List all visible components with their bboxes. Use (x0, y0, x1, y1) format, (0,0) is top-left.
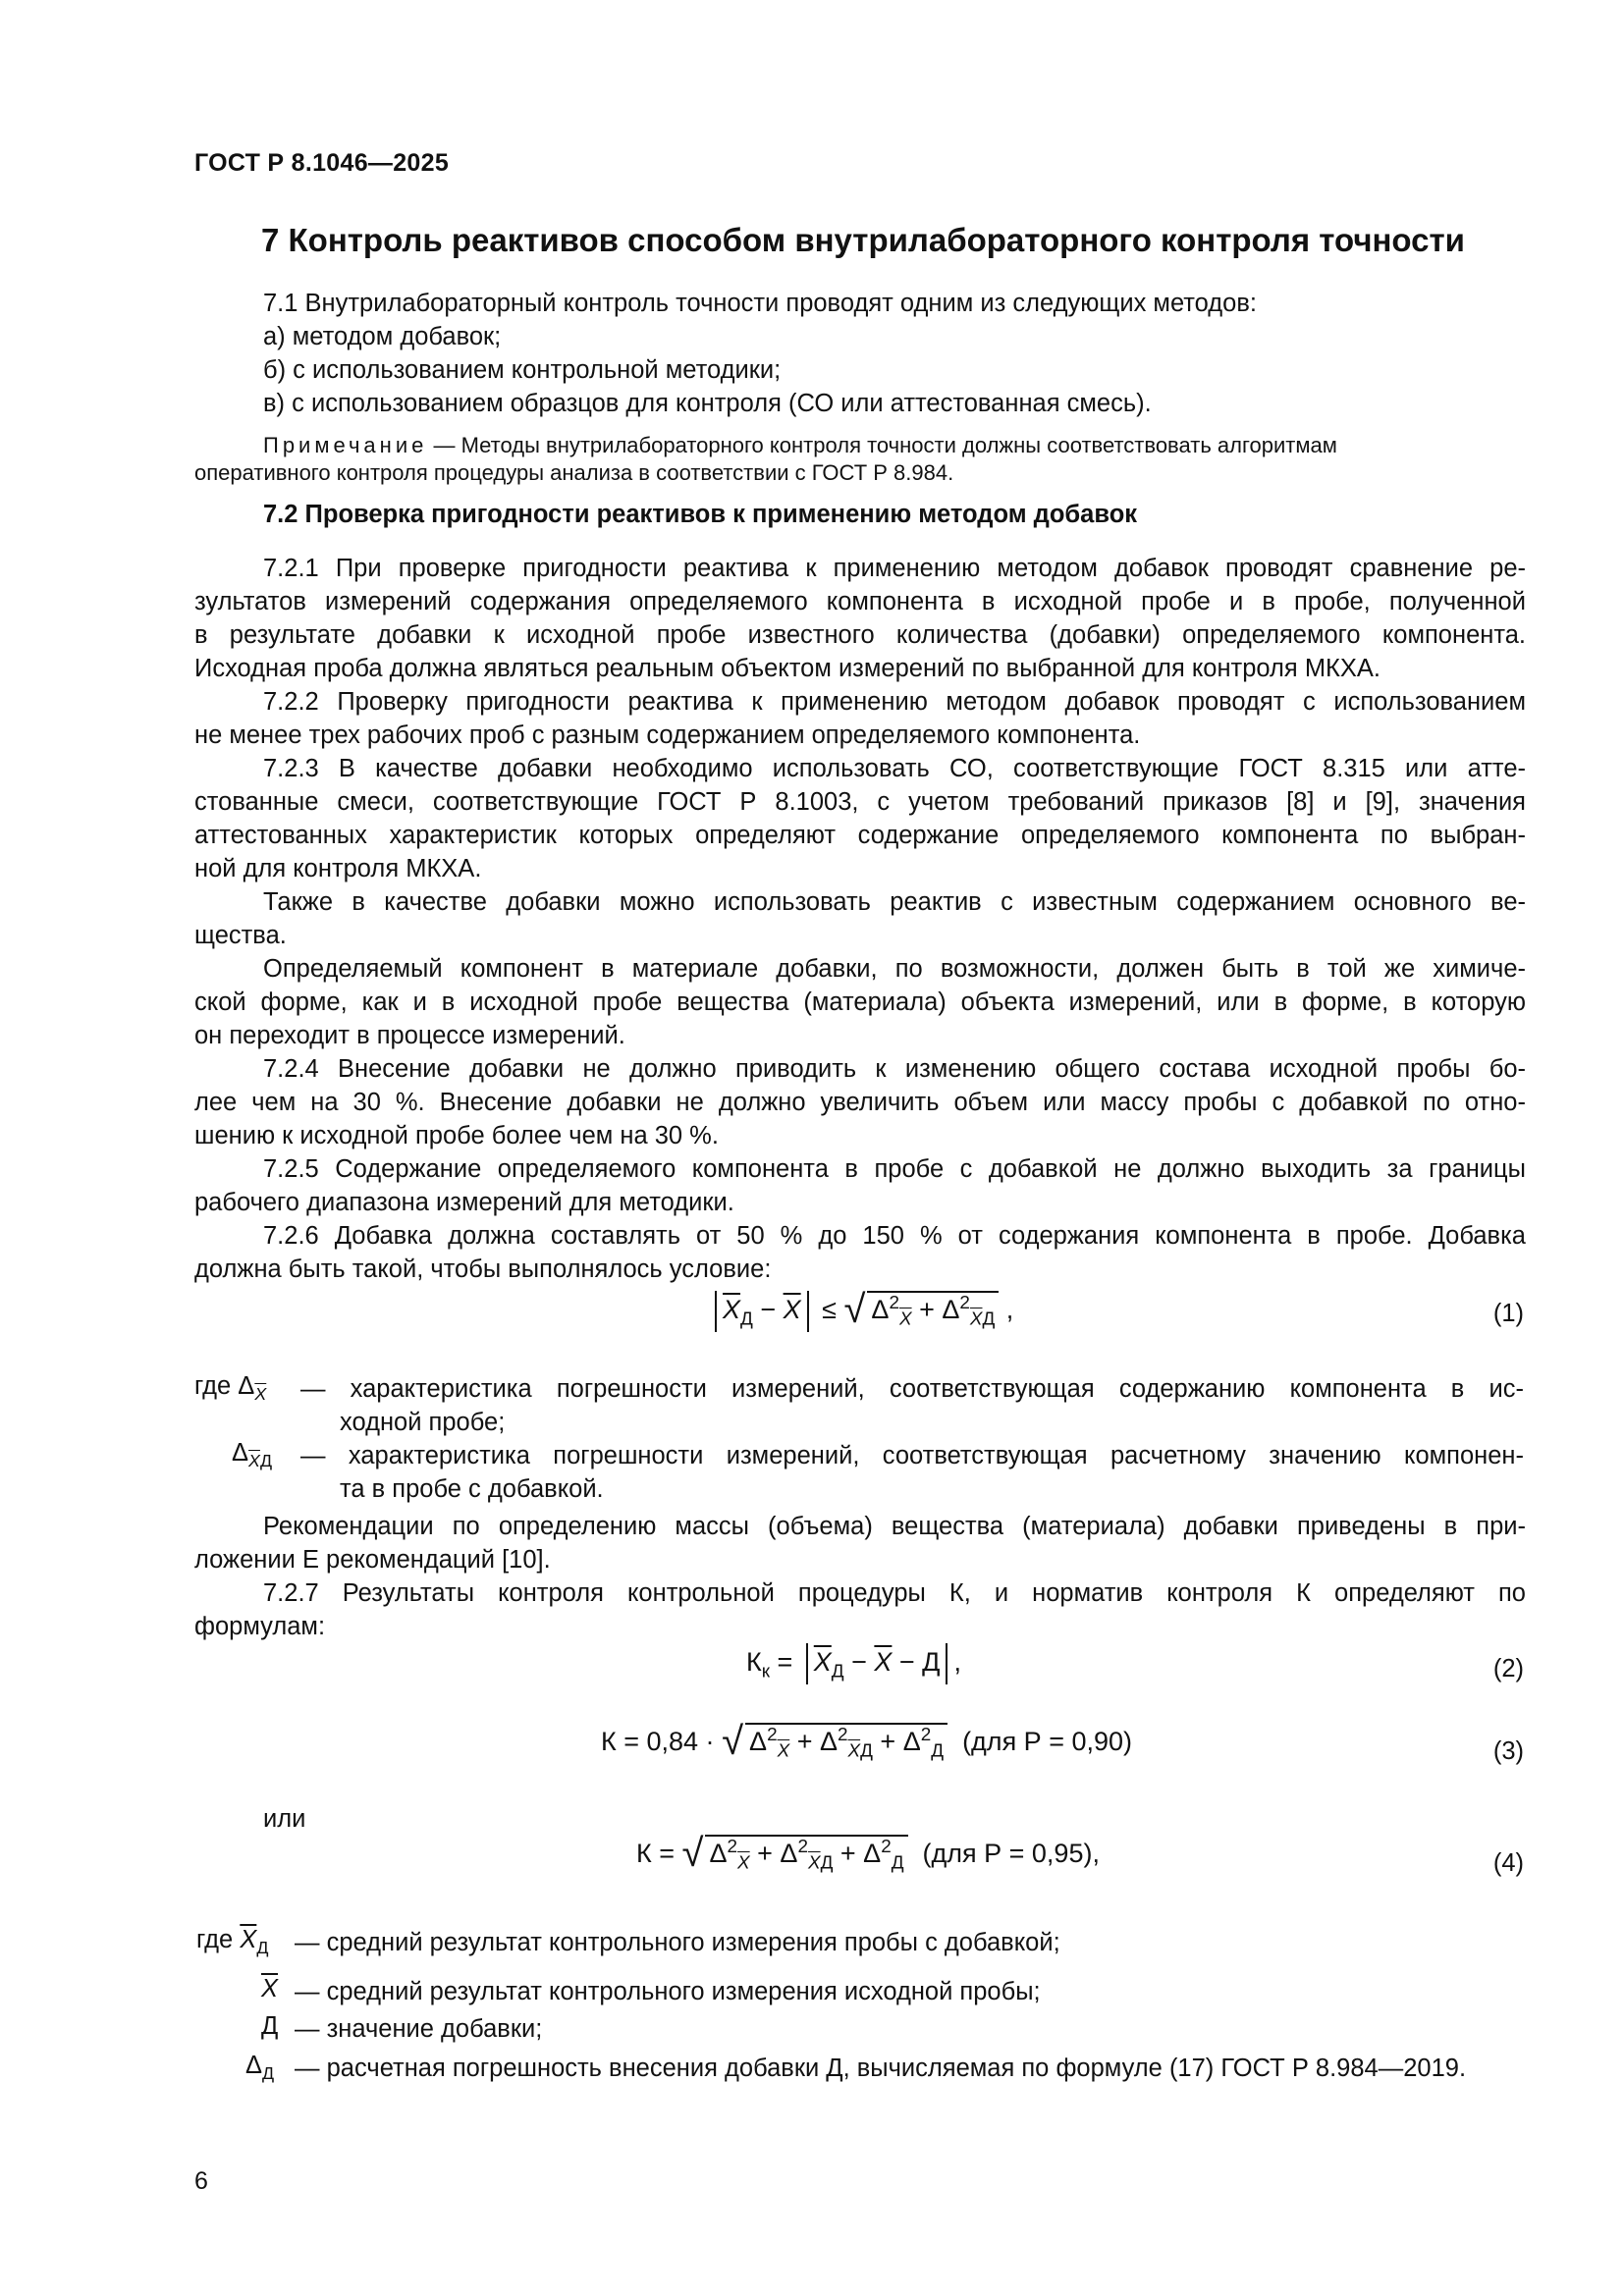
symbol-delta-xd: $\Delta_{\overline{X}Д}$ (232, 1439, 273, 1471)
definition-xd: — средний результат контрольного измерения пробы с добавкой; (295, 1929, 1060, 1956)
formula-3-number: (3) (1492, 1737, 1524, 1765)
where-label: где $\Delta_{\overline{X}}$ (194, 1372, 267, 1405)
text-line: Рекомендации по определению массы (объема) вещества (материала) добавки приведены в при- (263, 1513, 1526, 1540)
definition-x: — средний результат контрольного измерения исходной пробы; (295, 1978, 1041, 2005)
text-line: ной для контроля МКХА. (194, 855, 482, 882)
text-line: ложении Е рекомендаций [10]. (194, 1546, 551, 1574)
formula-3: К = 0,84 · √ $\Delta^2_{\overline{X}} + \Delta^2_{\overline{X}Д} + \Delta^2_Д$ (для Р = 0,90) (601, 1720, 1133, 1763)
text-line: стованные смеси, соответствующие ГОСТ Р 8.1003, с учетом требований приказов [8] и [9], значения (194, 788, 1526, 816)
list-item: б) с использованием контрольной методики; (263, 356, 782, 384)
definition-delta-x: — характеристика погрешности измерений, соответствующая содержанию компонента в ис- ходной пробе; (300, 1375, 1524, 1436)
list-item: в) с использованием образцов для контроля (СО или аттестованная смесь). (263, 390, 1152, 417)
definition-delta-xd: — характеристика погрешности измерений, соответствующая расчетному значению компонен- та в пробе с добавкой. (300, 1442, 1524, 1503)
or-text: или (263, 1805, 306, 1833)
text-line: в результате добавки к исходной пробе известного количества (добавки) определяемого компонента. (194, 621, 1526, 649)
formula-1: $\overline{X}_Д - \overline{X}$ ≤ √ $\Delta^2_{\overline{X}} + \Delta^2_{\overline{X}Д}$ , (709, 1288, 1013, 1332)
subsection-title: 7.2 Проверка пригодности реактивов к применению методом добавок (263, 501, 1138, 528)
definition-d: — значение добавки; (295, 2015, 543, 2043)
text-line: щества. (194, 922, 287, 949)
section-title: 7 Контроль реактивов способом внутрилабораторного контроля точности (261, 222, 1465, 258)
text-line: рабочего диапазона измерений для методики. (194, 1189, 734, 1216)
note-line-2: оперативного контроля процедуры анализа в соответствии с ГОСТ Р 8.984. (194, 460, 954, 485)
note-text: — Методы внутрилабораторного контроля точности должны соответствовать алгоритмам (433, 433, 1337, 457)
paragraph-7-1: 7.1 Внутрилабораторный контроль точности проводят одним из следующих методов: (263, 290, 1257, 317)
text-line: аттестованных характеристик которых определяют содержание определяемого компонента по выбран- (194, 822, 1526, 849)
text-line: лее чем на 30 %. Внесение добавки не должно увеличить объем или массу пробы с добавкой по отно- (194, 1089, 1526, 1116)
text-line: 7.2.7 Результаты контроля контрольной процедуры К, и норматив контроля К определяют по (263, 1579, 1526, 1607)
page-number: 6 (194, 2167, 208, 2195)
formula-1-number: (1) (1492, 1300, 1524, 1327)
symbol-d: Д (261, 2012, 279, 2040)
note-label: Примечание (263, 433, 428, 457)
text-line: 7.2.6 Добавка должна составлять от 50 % до 150 % от содержания компонента в пробе. Добавка (263, 1222, 1526, 1250)
where-label-2: где $\overline{X}_Д$ (196, 1926, 269, 1958)
text-line: Исходная проба должна являться реальным объектом измерений по выбранной для контроля МКХА. (194, 655, 1381, 682)
formula-3-condition: (для Р = 0,90) (962, 1727, 1133, 1756)
formula-4: К = √ $\Delta^2_{\overline{X}} + \Delta^2_{\overline{X}Д} + \Delta^2_Д$ (для Р = 0,95), (636, 1832, 1100, 1875)
symbol-x: $\overline{X}$ (261, 1975, 279, 2002)
text-line: ской форме, как и в исходной пробе вещества (материала) объекта измерений, или в форме, в которую (194, 988, 1526, 1016)
text-line: зультатов измерений содержания определяемого компонента в исходной пробе и в пробе, полученной (194, 588, 1526, 615)
text-line: 7.2.5 Содержание определяемого компонента в пробе с добавкой не должно выходить за границы (263, 1155, 1526, 1183)
text-line: 7.2.1 При проверке пригодности реактива к применению методом добавок проводят сравнение ре- (263, 555, 1526, 582)
text-line: формулам: (194, 1613, 326, 1640)
text-line: не менее трех рабочих проб с разным содержанием определяемого компонента. (194, 721, 1141, 749)
formula-2: $К_к = \overline{X}_Д - \overline{X} - Д$ , (746, 1643, 961, 1684)
text-line: Также в качестве добавки можно использовать реактив с известным содержанием основного ве- (263, 888, 1526, 916)
text-line: 7.2.2 Проверку пригодности реактива к применению методом добавок проводят с использованием (263, 688, 1526, 716)
formula-2-number: (2) (1492, 1655, 1524, 1682)
text-line: он переходит в процессе измерений. (194, 1022, 625, 1049)
definition-delta-d: — расчетная погрешность внесения добавки Д, вычисляемая по формуле (17) ГОСТ Р 8.984—2019. (295, 2055, 1467, 2082)
symbol-delta-d: $\Delta_Д$ (245, 2052, 275, 2084)
list-item: а) методом добавок; (263, 323, 502, 350)
note-line-1 (263, 432, 1337, 459)
text-line: 7.2.4 Внесение добавки не должно приводить к изменению общего состава исходной пробы бо- (263, 1055, 1526, 1083)
text-line: шению к исходной пробе более чем на 30 %. (194, 1122, 719, 1149)
text-line: должна быть такой, чтобы выполнялось условие: (194, 1255, 772, 1283)
document-header: ГОСТ Р 8.1046—2025 (194, 149, 450, 177)
formula-4-number: (4) (1492, 1849, 1524, 1877)
text-line: 7.2.3 В качестве добавки необходимо использовать СО, соответствующие ГОСТ 8.315 или атте- (263, 755, 1526, 782)
text-line: Определяемый компонент в материале добавки, по возможности, должен быть в той же химиче- (263, 955, 1526, 983)
formula-4-condition: (для Р = 0,95), (922, 1839, 1100, 1868)
